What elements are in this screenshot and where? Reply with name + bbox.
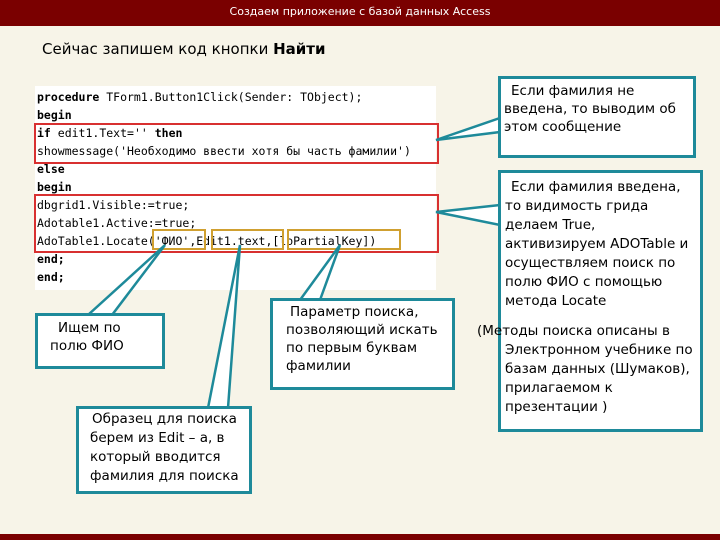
callout-line: полю ФИО	[50, 338, 124, 354]
callout-line: активизируем ADOTable и	[505, 236, 689, 252]
callout-line: Параметр поиска,	[290, 304, 419, 320]
callout-line: Если фамилия введена,	[511, 179, 681, 195]
callout-search-param	[270, 298, 455, 390]
pointer-search-field	[88, 245, 165, 315]
callout-search-field	[35, 313, 165, 369]
code-line-9: AdoTable1.Locate('ФИО',Edit1.text,[loPartialKey])	[37, 234, 377, 248]
code-text: edit1.Text=''	[50, 126, 155, 140]
callout-line: берем из Edit – a, в	[90, 430, 225, 446]
callout-note-line: (Методы поиска описаны в	[477, 323, 670, 339]
callout-line: позволяющий искать	[286, 322, 438, 338]
callout-line: по первым буквам	[286, 340, 418, 356]
pointer-mid-right	[436, 205, 500, 225]
callout-note-line: Электронном учебнике по	[505, 342, 693, 358]
pointer-search-param	[300, 245, 340, 300]
code-line-7: dbgrid1.Visible:=true;	[37, 198, 190, 212]
code-line-4: showmessage('Необходимо ввести хотя бы часть фамилии')	[37, 144, 411, 158]
code-keyword: then	[154, 126, 183, 140]
slide-footer-bar	[0, 534, 720, 540]
code-line-11: end;	[37, 270, 65, 284]
callout-line: полю ФИО с помощью	[505, 274, 663, 290]
callout-surname-entered	[477, 170, 703, 432]
callout-note-line: прилагаемом к	[505, 380, 613, 396]
pointer-sample	[208, 245, 240, 408]
callout-line: осуществляем поиск по	[505, 255, 676, 271]
callout-sample	[76, 406, 252, 494]
code-keyword: if	[37, 126, 51, 140]
code-line-10: end;	[37, 252, 65, 266]
slide-header-title: Создаем приложение с базой данных Access	[229, 5, 491, 18]
callout-line: Образец для поиска	[92, 411, 237, 427]
callout-line: этом сообщение	[504, 119, 622, 135]
callout-line: фамилии	[286, 358, 351, 374]
callout-line: который вводится	[90, 449, 221, 465]
code-line-8: Adotable1.Active:=true;	[37, 216, 197, 230]
code-keyword: procedure	[37, 90, 100, 104]
code-line-2: begin	[37, 108, 72, 122]
callout-line: введена, то выводим об	[504, 101, 676, 117]
callout-line: Если фамилия не	[511, 83, 635, 99]
heading-text: Сейчас запишем код кнопки	[42, 40, 274, 58]
code-line-5: else	[37, 162, 65, 176]
pointer-top-right	[436, 118, 500, 140]
callout-note-line: базам данных (Шумаков),	[505, 361, 690, 377]
callout-line: фамилия для поиска	[90, 468, 239, 484]
callout-empty-surname	[498, 76, 696, 158]
heading-bold-word: Найти	[273, 40, 326, 58]
callout-note-line: презентации )	[505, 399, 608, 415]
callout-line: метода Locate	[505, 293, 607, 309]
code-text: TForm1.Button1Click(Sender: TObject);	[99, 90, 363, 104]
code-line-6: begin	[37, 180, 72, 194]
callout-line: Ищем по	[58, 320, 121, 336]
callout-line: делаем True,	[505, 217, 596, 233]
callout-line: то видимость грида	[505, 198, 649, 214]
